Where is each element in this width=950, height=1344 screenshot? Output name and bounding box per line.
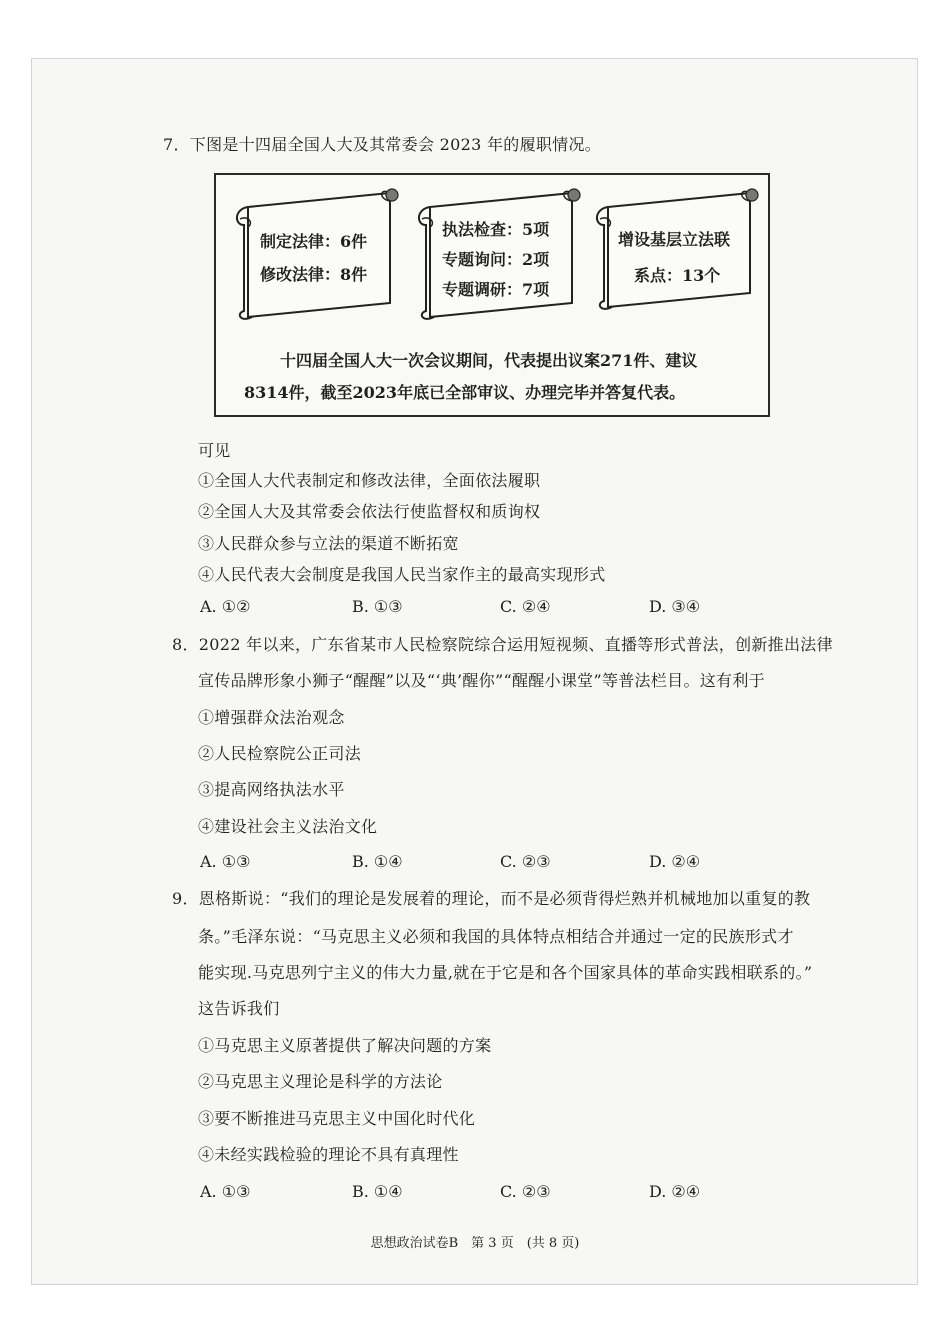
q9-option-d[interactable]: D. ②④: [649, 1182, 701, 1201]
q9-item-2: ②马克思主义理论是科学的方法论: [198, 1072, 443, 1091]
scroll-supervision-line-2: 专题询问：2项: [442, 250, 550, 269]
q7-lead: 可见: [198, 441, 231, 460]
q7-option-c[interactable]: C. ②④: [500, 597, 551, 616]
scroll-outreach-line-1: 增设基层立法联: [618, 230, 731, 249]
q7-item-3: ③人民群众参与立法的渠道不断拓宽: [198, 534, 459, 553]
page-footer: 思想政治试卷B 第 3 页 (共 8 页): [370, 1236, 580, 1251]
q7-item-4: ④人民代表大会制度是我国人民当家作主的最高实现形式: [198, 565, 606, 584]
q9-option-b[interactable]: B. ①④: [352, 1182, 403, 1201]
q7-item-1: ①全国人大代表制定和修改法律，全面依法履职: [198, 471, 541, 490]
q9-stem-line-1: 9．恩格斯说：“我们的理论是发展着的理论，而不是必须背得烂熟并机械地加以重复的教: [172, 889, 811, 908]
q9-stem-line-4: 这告诉我们: [198, 999, 280, 1018]
q8-item-3: ③提高网络执法水平: [198, 780, 345, 799]
q8-option-d[interactable]: D. ②④: [649, 852, 701, 871]
scroll-outreach: [590, 185, 760, 325]
q8-option-b[interactable]: B. ①④: [352, 852, 403, 871]
scroll-supervision-line-3: 专题调研：7项: [442, 280, 550, 299]
q7-option-d[interactable]: D. ③④: [649, 597, 701, 616]
scroll-supervision-line-1: 执法检查：5项: [442, 220, 550, 239]
q9-option-a[interactable]: A. ①③: [200, 1182, 251, 1201]
q9-stem-line-3: 能实现.马克思列宁主义的伟大力量,就在于它是和各个国家具体的革命实践相联系的。”: [198, 963, 813, 982]
scroll-laws-line-1: 制定法律：6件: [260, 232, 368, 251]
q8-stem-line-1: 8．2022 年以来，广东省某市人民检察院综合运用短视频、直播等形式普法，创新推出法律: [172, 635, 833, 654]
q7-item-2: ②全国人大及其常委会依法行使监督权和质询权: [198, 502, 541, 521]
q7-option-a[interactable]: A. ①②: [200, 597, 251, 616]
q8-item-2: ②人民检察院公正司法: [198, 744, 362, 763]
q8-option-c[interactable]: C. ②③: [500, 852, 551, 871]
scroll-laws: [230, 185, 400, 325]
scroll-laws-line-2: 修改法律：8件: [260, 265, 368, 284]
q7-stem: 7．下图是十四届全国人大及其常委会 2023 年的履职情况。: [163, 135, 602, 154]
q7-figure: [214, 173, 770, 417]
scroll-icon: [590, 185, 760, 325]
figure-caption-line-2: 8314件，截至2023年底已全部审议、办理完毕并答复代表。: [244, 383, 686, 402]
q8-item-4: ④建设社会主义法治文化: [198, 817, 378, 836]
q9-item-4: ④未经实践检验的理论不具有真理性: [198, 1145, 459, 1164]
q9-item-1: ①马克思主义原著提供了解决问题的方案: [198, 1036, 492, 1055]
scroll-supervision: [412, 185, 582, 325]
q8-item-1: ①增强群众法治观念: [198, 708, 345, 727]
q9-item-3: ③要不断推进马克思主义中国化时代化: [198, 1109, 476, 1128]
scroll-outreach-line-2: 系点：13个: [634, 266, 721, 285]
q9-option-c[interactable]: C. ②③: [500, 1182, 551, 1201]
q8-stem-line-2: 宣传品牌形象小狮子“醒醒”以及“‘典’醒你”“醒醒小课堂”等普法栏目。这有利于: [198, 671, 765, 690]
figure-caption-line-1: 十四届全国人大一次会议期间，代表提出议案271件、建议: [280, 351, 698, 370]
q8-option-a[interactable]: A. ①③: [200, 852, 251, 871]
q7-option-b[interactable]: B. ①③: [352, 597, 403, 616]
q9-stem-line-2: 条。”毛泽东说：“马克思主义必须和我国的具体特点相结合并通过一定的民族形式才: [198, 927, 794, 946]
